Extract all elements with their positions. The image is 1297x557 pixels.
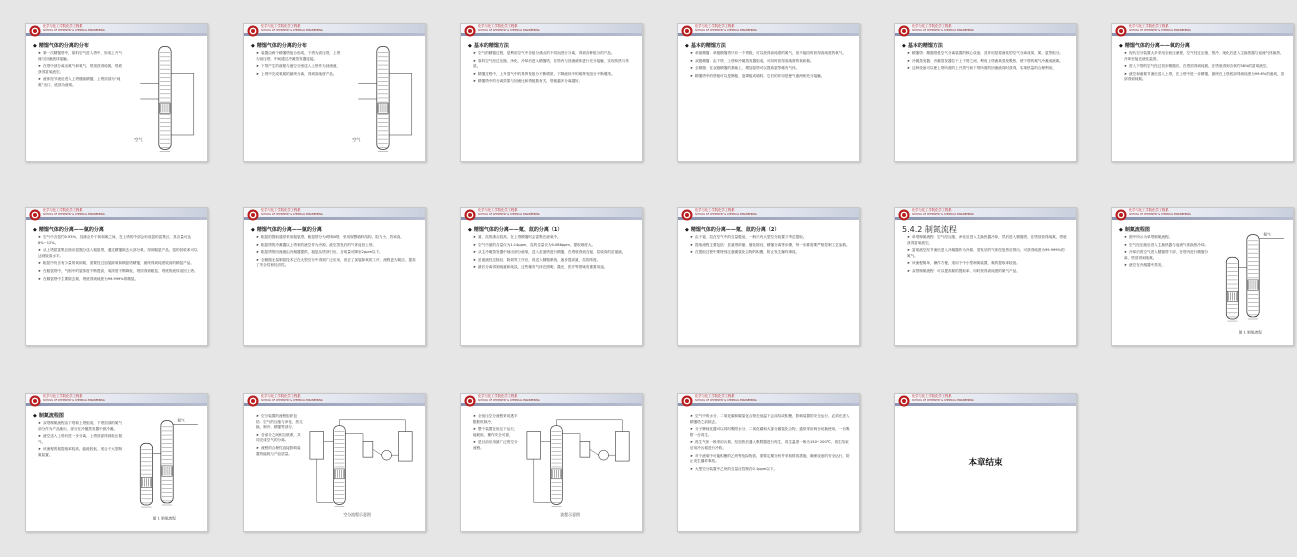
slide-thumbnail-2[interactable] (243, 23, 426, 162)
process-diagram (1216, 224, 1288, 342)
slide-header-band (895, 24, 1076, 41)
slide-body (473, 235, 634, 273)
bullet-arrow-icon: ➤ (256, 414, 260, 418)
bullet-paragraph: ➤ 冷却后的空气进入精馏塔下部，在塔内进行精馏分离，塔顶得到纯氮。 (1124, 250, 1209, 260)
slide-header-band (1112, 208, 1293, 225)
school-name: 化学与化工学院化学工程系 SCHOOL OF CHEMISTRY & CHEMICAL ENGINEERING (478, 394, 540, 402)
slide-thumbnail-9[interactable] (460, 207, 643, 346)
university-logo-icon (247, 25, 259, 37)
bullet-arrow-icon: ➤ (1124, 242, 1128, 247)
slide-thumbnail-6[interactable] (1111, 23, 1294, 162)
bullet-arrow-icon: ➤ (473, 51, 477, 55)
bullet-paragraph: ➤ 各部分之间相互联系，共同完成空气的分离。 (256, 432, 301, 443)
slide-body (1124, 51, 1285, 85)
bullet-diamond-icon: ◆ (1119, 43, 1123, 49)
slide-header-band (26, 394, 207, 411)
bullet-paragraph: ➤ 空气中的水分、二氧化碳和碳氢化合物在低温下会冻结或积聚，影响装置的安全运行，必须在进入精馏塔之前除去。 (690, 414, 850, 424)
bullet-arrow-icon: ➤ (690, 466, 694, 471)
school-name: 化学与化工学院化学工程系 SCHOOL OF CHEMISTRY & CHEMICAL ENGINEERING (695, 208, 757, 216)
slide-body (690, 235, 851, 258)
bullet-diamond-icon: ◆ (33, 413, 37, 419)
bullet-paragraph: ➤ 贫氪液经过除烃、除氧等工序后，再送入精馏系统，逐步提高氪、氙的浓度。 (473, 257, 601, 262)
bullet-diamond-icon: ◆ (251, 43, 255, 49)
slide-body (1124, 235, 1211, 271)
school-name: 化学与化工学院化学工程系 SCHOOL OF CHEMISTRY & CHEMICAL ENGINEERING (695, 24, 757, 32)
bullet-arrow-icon: ➤ (690, 242, 694, 247)
slide-thumbnail-7[interactable] (25, 207, 208, 346)
bullet-arrow-icon: ➤ (690, 427, 694, 432)
bullet-arrow-icon: ➤ (38, 77, 42, 82)
bullet-paragraph: ➤ 现代空分装置大多采用全低压流程，空气经过压缩、预冷、纯化后进入主换热器与返流气体换热，冷却至接近液化温度。 (1124, 51, 1284, 61)
bullet-paragraph: ➤ 精馏塔：精馏塔是空气分离装置的核心设备，其作用是将液化的空气分离成氧、氮、氩等组分。 (907, 51, 1063, 55)
bullet-arrow-icon: ➤ (907, 58, 911, 63)
slide-header-band (1112, 24, 1293, 41)
bullet-arrow-icon: ➤ (256, 51, 260, 55)
bullet-arrow-icon: ➤ (473, 265, 477, 270)
bullet-arrow-icon: ➤ (690, 453, 694, 458)
university-logo-icon (247, 395, 259, 407)
university-logo-icon (1115, 209, 1127, 221)
bullet-paragraph: ➤ 在塔中部分离出氮气和氧气，塔顶获得纯氮，塔底获得富氧液空。 (38, 64, 123, 74)
slide-thumbnail-5[interactable] (894, 23, 1077, 162)
university-logo-icon (898, 395, 910, 407)
slide-thumbnail-11[interactable] (894, 207, 1077, 346)
slide-thumbnail-14[interactable] (243, 393, 426, 532)
bullet-paragraph: ➤ 空气中含氩约0.93%，其沸点介于氧和氮之间，在上塔的中部会形成氩的富集区，其含量可达8%~12%。 (38, 235, 191, 245)
bullet-arrow-icon: ➤ (473, 242, 477, 247)
bullet-arrow-icon: ➤ (38, 261, 42, 266)
slide-thumbnail-3[interactable] (460, 23, 643, 162)
bullet-paragraph: ➤ 从上塔氩富集区抽出氩馏分送入粗氩塔，通过精馏除去大部分氧，得到粗氩产品，氩的回收率可以达到较高水平。 (38, 248, 198, 258)
bullet-arrow-icon: ➤ (473, 79, 477, 84)
slide-body (256, 414, 303, 459)
school-name: 化学与化工学院化学工程系 SCHOOL OF CHEMISTRY & CHEMICAL ENGINEERING (261, 394, 323, 402)
slide-header-band (895, 208, 1076, 225)
bullet-arrow-icon: ➤ (1124, 235, 1128, 239)
bullet-arrow-icon: ➤ (1124, 64, 1128, 69)
slide-header-band (461, 208, 642, 225)
slide-body (690, 414, 851, 474)
bullet-arrow-icon: ➤ (38, 64, 42, 69)
bullet-arrow-icon: ➤ (38, 447, 42, 452)
slide-title: ◆ 基本的精馏方法 (685, 43, 726, 49)
university-logo-icon (29, 209, 41, 221)
school-name: 化学与化工学院化学工程系 SCHOOL OF CHEMISTRY & CHEMICAL ENGINEERING (1129, 24, 1191, 32)
slide-title: ◆ 基本的精馏方法 (468, 43, 509, 49)
bullet-paragraph: ➤ 提取流程主要包括：贫氪塔浓缩、催化除烃、精馏分离等步骤，每一步都需要严格控制工艺参数。 (690, 242, 850, 247)
university-logo-icon (898, 209, 910, 221)
bullet-paragraph: ➤ 液空和液氮节流后送入上塔，在上塔中进一步精馏，最终在上塔底部得到纯度为99.6%的液氧，顶部得到纯氮。 (1124, 71, 1285, 82)
bullet-paragraph: ➤ 该流程简单，操作方便，适用于中小型制氮装置，氮的提取率较低。 (907, 261, 1020, 266)
bullet-arrow-icon: ➤ (473, 250, 477, 255)
university-logo-icon (247, 209, 259, 221)
slide-title: ◆ 精馏气体的分离——氪、氙的分离（2） (685, 227, 780, 233)
bullet-arrow-icon: ➤ (690, 73, 694, 78)
school-name: 化学与化工学院化学工程系 SCHOOL OF CHEMISTRY & CHEMICAL ENGINEERING (261, 208, 323, 216)
bullet-paragraph: ➤ 粗氩塔的冷凝器以上塔来的液空作为冷源，液空蒸发后的气体返回上塔。 (256, 242, 377, 247)
slide-header-band (678, 24, 859, 41)
bullet-paragraph: ➤ 精馏塔中的分离效果与回流比和塔板数有关，塔板越多分离越好。 (473, 79, 583, 84)
bullet-paragraph: ➤ 空气的精馏过程，是利用空气中各组分沸点的不同而进行分离，得到各种组分的产品。 (473, 51, 615, 55)
slide-header-band (244, 208, 425, 225)
slide-header-band (678, 208, 859, 225)
bullet-paragraph: ➤ 原料空气经过压缩、净化、冷却后进入精馏塔，在塔内与回流液体进行充分接触，实现传热与传质。 (473, 58, 629, 69)
bullet-arrow-icon: ➤ (690, 66, 694, 71)
bullet-arrow-icon: ➤ (1124, 263, 1128, 268)
bullet-paragraph: ➤ 空分装置的流程组织包括：空气的压缩与净化、热交换、制冷、精馏等部分， (256, 414, 303, 430)
bullet-paragraph: ➤ 粗氩塔的回流液由冷凝器提供，粗氩从塔顶引出，含氧量可降至2ppm以下。 (256, 250, 383, 255)
slide-thumbnail-1[interactable] (25, 23, 208, 162)
slide-title: ◆ 精馏气体的分离——氧的分离 (1119, 43, 1190, 49)
university-logo-icon (898, 25, 910, 37)
school-name: 化学与化工学院化学工程系 SCHOOL OF CHEMISTRY & CHEMICAL ENGINEERING (261, 24, 323, 32)
bullet-arrow-icon: ➤ (690, 440, 694, 445)
bullet-arrow-icon: ➤ (1124, 51, 1128, 55)
school-name: 化学与化工学院化学工程系 SCHOOL OF CHEMISTRY & CHEMICAL ENGINEERING (1129, 208, 1191, 216)
slide-header-band (244, 24, 425, 41)
slide-title: ◆ 制氮流程图 (1119, 227, 1150, 233)
slide-title: ◆ 精馏气体的分离——氪、氙的分离（1） (468, 227, 563, 233)
bullet-paragraph: ➤ 第一次精馏塔中，原料空气进入塔中，形成上升气流与回流液体接触。 (38, 51, 123, 61)
bullet-paragraph: ➤ 双塔制氮流程：可以提高氮的提取率，同时获得高纯度的氮气产品。 (907, 268, 1020, 273)
bullet-arrow-icon: ➤ (256, 257, 260, 262)
bullet-arrow-icon: ➤ (907, 248, 911, 253)
bullet-paragraph: ➤ 单级精馏：单级精馏塔只有一个塔段，可以获得高纯度的氮气，但不能同时获得高纯度的氧气。 (690, 51, 846, 55)
bullet-paragraph: ➤ 全精馏无氢制氩技术已在大型空分中得到广泛应用，省去了加氢除氧的工序，流程更为简洁，提高了安全性和经济性。 (256, 257, 416, 268)
slide-body (38, 235, 199, 284)
bullet-arrow-icon: ➤ (907, 268, 911, 273)
slide-thumbnail-8[interactable] (243, 207, 426, 346)
bullet-diamond-icon: ◆ (1119, 227, 1123, 233)
school-name: 化学与化工学院化学工程系 SCHOOL OF CHEMISTRY & CHEMICAL ENGINEERING (912, 394, 974, 402)
bullet-paragraph: ➤ 图中所示为单塔制氮流程。 (1124, 235, 1173, 239)
university-logo-icon (681, 209, 693, 221)
slide-body (38, 51, 125, 91)
bullet-paragraph: ➤ 粗氩中仍含有少量的氧和氮，需要经过加氢除氧和精氩塔精馏，最终得到纯度较高的精氩产品。 (38, 261, 194, 266)
bullet-arrow-icon: ➤ (256, 64, 260, 69)
bullet-diamond-icon: ◆ (685, 43, 689, 49)
flow-diagram (521, 404, 639, 528)
bullet-paragraph: ➤ 在提取过程中要特别注意碳氢化合物的积聚，防止发生爆炸事故。 (690, 250, 800, 255)
bullet-paragraph: ➤ 液体经节流后进入上塔继续精馏，上塔顶部为“纯氮”出口，底部为液氧。 (38, 77, 121, 87)
slide-body (690, 51, 851, 81)
university-logo-icon (464, 209, 476, 221)
fig-label-nitrogen: 氮气 (1263, 232, 1271, 237)
bullet-paragraph: ➤ 大型空分装置中乙炔的含量应控制在0.1ppm以下。 (690, 466, 778, 471)
school-name: 化学与化工学院化学工程系 SCHOOL OF CHEMISTRY & CHEMICAL ENGINEERING (43, 394, 105, 402)
slide-title: ◆ 制氮流程图 (33, 413, 64, 419)
bullet-arrow-icon: ➤ (38, 434, 42, 439)
fig-caption: 图 1 制氮流程 (1238, 330, 1262, 335)
bullet-paragraph: ➤ 氪、氙的沸点较高，在上塔精馏时会富集在液氧中。 (473, 235, 561, 239)
slide-header-band (895, 394, 1076, 411)
process-diagram (348, 40, 420, 158)
bullet-paragraph: ➤ 装置由两个精馏塔组合形成，下塔为高压塔，上塔为低压塔，中间通过冷凝蒸发器连接。 (256, 51, 341, 61)
bullet-arrow-icon: ➤ (1124, 250, 1128, 255)
bullet-paragraph: ➤ 上塔中完成氧氮的最终分离，得到高纯度产品。 (256, 71, 337, 76)
university-logo-icon (29, 395, 41, 407)
slide-title: ◆ 精馏气体的分离的分布 (33, 43, 89, 49)
bullet-arrow-icon: ➤ (473, 427, 477, 432)
bullet-paragraph: ➤ 空气中氪的含量仅为1.14ppm，氙的含量仅为0.086ppm，提取难度大。 (473, 242, 596, 247)
slide-header-band (678, 394, 859, 411)
fig-label-air: 空气 (134, 137, 143, 143)
bullet-paragraph: ➤ 精馏过程中，上升蒸气中的易挥发组分不断增浓，下降液体中的难挥发组分不断增浓。 (473, 71, 615, 76)
bullet-paragraph: ➤ 由于氪、氙在空气中的含量极低，一般只有大型空分装置才考虑提取。 (690, 235, 807, 239)
bullet-paragraph: ➤ 冷凝蒸发器：冷凝蒸发器位于上下塔之间，利用上塔液氧蒸发吸热，使下塔的氮气冷凝成液氮。 (907, 58, 1063, 63)
bullet-arrow-icon: ➤ (473, 235, 477, 239)
slide-title: ◆ 精馏气体的分离——氩的分离 (33, 227, 104, 233)
bullet-diamond-icon: ◆ (468, 227, 472, 233)
bullet-paragraph: ➤ 全精馏：在双级精馏的基础上，增加氩塔可以提取氩等稀有气体。 (690, 66, 800, 71)
bullet-paragraph: ➤ 精馏塔中的塔板可以是筛板、泡罩板或填料，它们的作用是使气液两相充分接触。 (690, 73, 825, 78)
bullet-arrow-icon: ➤ (38, 268, 42, 273)
school-name: 化学与化工学院化学工程系 SCHOOL OF CHEMISTRY & CHEMICAL ENGINEERING (912, 24, 974, 32)
bullet-paragraph: ➤ 下塔产生的液氮与液空分别送入上塔作为回流液， (256, 64, 341, 69)
bullet-arrow-icon: ➤ (473, 440, 477, 445)
bullet-paragraph: ➤ 这种设备可以使上塔所需的上升蒸气和下塔所需的回流液同时获得，实现热量的合理利用。 (907, 66, 1056, 71)
bullet-diamond-icon: ◆ (33, 43, 37, 49)
bullet-paragraph: ➤ 整个装置在低压下运行，能耗低，操作安全可靠， (473, 427, 518, 437)
school-name: 化学与化工学院化学工程系 SCHOOL OF CHEMISTRY & CHEMICAL ENGINEERING (43, 208, 105, 216)
bullet-paragraph: ➤ 再生气体一般采用污氮，经加热后通入吸附器进行再生，再生温度一般为150~200℃，再生结束后用冷污氮进行冷吹。 (690, 440, 849, 450)
bullet-diamond-icon: ◆ (468, 43, 472, 49)
bullet-arrow-icon: ➤ (690, 51, 694, 55)
process-diagram (130, 410, 202, 528)
bullet-arrow-icon: ➤ (690, 250, 694, 255)
slide-body (907, 235, 1068, 277)
slide-thumbnail-10[interactable] (677, 207, 860, 346)
bullet-paragraph: ➤ 液空在冷凝器中蒸发。 (1124, 263, 1165, 268)
bullet-arrow-icon: ➤ (1124, 71, 1128, 76)
fig-caption: 图 1 制氮流程 (152, 516, 176, 521)
end-title: 本章结束 (968, 458, 1003, 468)
bullet-paragraph: ➤ 单塔制氮流程：空气经压缩、净化后进入主换热器冷却，然后进入精馏塔，在塔顶获得纯氮，塔底获得富氧液空。 (907, 235, 1067, 245)
bullet-paragraph: ➤ 进入下塔的空气经过初步精馏后，在塔顶得到纯氮，在塔底得到含氧约38%的富氧液空。 (1124, 64, 1270, 69)
university-logo-icon (681, 395, 693, 407)
bullet-paragraph: ➤ 富氧液空经节流后进入冷凝器作为冷源，蒸发后的气体经复热后排出，可获得纯度为99.999%的氮气。 (907, 248, 1065, 258)
bullet-paragraph: ➤ 空气经压缩后进入主换热器与返流气体换热冷却。 (1124, 242, 1209, 247)
slide-thumbnail-13[interactable] (25, 393, 208, 532)
bullet-arrow-icon: ➤ (38, 235, 42, 239)
bullet-arrow-icon: ➤ (690, 414, 694, 418)
bullet-arrow-icon: ➤ (907, 66, 911, 71)
university-logo-icon (464, 395, 476, 407)
slide-thumbnail-15[interactable] (460, 393, 643, 532)
bullet-paragraph: ➤ 分子筛纯化器可以同时吸附水分、二氧化碳和大部分碳氢化合物，通常采用两台切换使用，一台吸附一台再生。 (690, 427, 850, 437)
slide-header-band (26, 208, 207, 225)
bullet-paragraph: ➤ 在粗氩塔中，气相中的氩浓度不断提高，氧浓度不断降低，塔顶得到粗氩，塔底的液体返回上塔。 (38, 268, 198, 273)
bullet-arrow-icon: ➤ (256, 235, 260, 239)
process-diagram (130, 40, 202, 158)
university-logo-icon (681, 25, 693, 37)
bullet-arrow-icon: ➤ (256, 242, 260, 247)
bullet-arrow-icon: ➤ (38, 248, 42, 253)
slide-header-band (461, 24, 642, 41)
bullet-arrow-icon: ➤ (256, 432, 260, 437)
slide-header-band (26, 24, 207, 41)
slide-title: 5.4.2 制氮流程 (902, 225, 957, 234)
university-logo-icon (464, 25, 476, 37)
slide-body (473, 51, 634, 87)
bullet-arrow-icon: ➤ (38, 276, 42, 281)
bullet-arrow-icon: ➤ (38, 421, 42, 425)
bullet-diamond-icon: ◆ (902, 43, 906, 49)
bullet-paragraph: ➤ 是目前应用最广泛的空分流程。 (473, 440, 518, 450)
bullet-arrow-icon: ➤ (907, 51, 911, 55)
slide-thumbnail-17[interactable] (894, 393, 1077, 532)
slide-body (38, 421, 125, 461)
bullet-paragraph: ➤ 最后分离得到纯氪和纯氙，这些稀有气体在照明、激光、医疗等领域有重要用途。 (473, 265, 608, 270)
school-name: 化学与化工学院化学工程系 SCHOOL OF CHEMISTRY & CHEMICAL ENGINEERING (478, 24, 540, 32)
bullet-arrow-icon: ➤ (473, 71, 477, 76)
bullet-arrow-icon: ➤ (690, 235, 694, 239)
bullet-diamond-icon: ◆ (251, 227, 255, 233)
school-name: 化学与化工学院化学工程系 SCHOOL OF CHEMISTRY & CHEMICAL ENGINEERING (695, 394, 757, 402)
bullet-paragraph: ➤ 对于液氧中可能积聚的乙炔等危险物质，需要定期分析并采取排放措施，确保设备的安全运行，防止发生爆炸事故。 (690, 453, 850, 464)
slide-body (256, 235, 417, 271)
slide-thumbnail-12[interactable] (1111, 207, 1294, 346)
bullet-paragraph: ➤ 该流程的氮提取率较高，能耗较低，适合于大型制氮装置。 (38, 447, 123, 457)
bullet-arrow-icon: ➤ (473, 414, 477, 418)
bullet-arrow-icon: ➤ (907, 261, 911, 266)
slide-body (256, 51, 343, 79)
bullet-diamond-icon: ◆ (685, 227, 689, 233)
bullet-arrow-icon: ➤ (473, 58, 477, 63)
bullet-diamond-icon: ◆ (33, 227, 37, 233)
school-name: 化学与化工学院化学工程系 SCHOOL OF CHEMISTRY & CHEMICAL ENGINEERING (912, 208, 974, 216)
fig-label-nitrogen: 氮气 (177, 418, 185, 423)
slide-title: ◆ 精馏气体的分离——氩的分离 (251, 227, 322, 233)
bullet-arrow-icon: ➤ (38, 51, 42, 55)
slide-thumbnail-16[interactable] (677, 393, 860, 532)
slide-body (473, 414, 520, 454)
fig-caption: 流程示意图 (560, 512, 580, 518)
bullet-paragraph: ➤ 粗氩的提取通常采用粗氩塔，粗氩塔分为Ⅰ塔和Ⅱ塔，采用规整填料结构，阻力小，效率高。 (256, 235, 404, 239)
fig-caption: 空分流程示意图 (343, 512, 371, 518)
bullet-arrow-icon: ➤ (473, 257, 477, 262)
bullet-paragraph: ➤ 液空送入上塔后进一步分离，上塔顶部得到低压氮气。 (38, 434, 123, 444)
slide-thumbnail-4[interactable] (677, 23, 860, 162)
bullet-arrow-icon: ➤ (256, 445, 260, 450)
bullet-paragraph: ➤ 双级精馏：由下塔、上塔和冷凝蒸发器组成，可同时获得高纯度的氧和氮。 (690, 58, 814, 63)
bullet-arrow-icon: ➤ (256, 250, 260, 255)
bullet-paragraph: ➤ 从主冷凝蒸发器中抽出部分液氧，送入贫氪塔进行精馏，在塔底得到含氪、氙较高的贫氪液。 (473, 250, 626, 255)
fig-label-air: 空气 (352, 137, 361, 143)
bullet-paragraph: ➤ 在精氩塔中主要除去氮，塔底得到纯度为99.999%的精氩。 (38, 276, 139, 281)
bullet-arrow-icon: ➤ (690, 58, 694, 63)
bullet-paragraph: ➤ 全低压空分流程采用透平膨胀机制冷， (473, 414, 518, 424)
bullet-arrow-icon: ➤ (256, 71, 260, 76)
bullet-paragraph: ➤ 流程的合理性直接影响装置的能耗与产品质量。 (256, 445, 301, 456)
university-logo-icon (29, 25, 41, 37)
university-logo-icon (1115, 25, 1127, 37)
bullet-paragraph: ➤ 双塔制氮流程由下塔和上塔组成，下塔顶部的氮气部分作为产品抽出，部分在冷凝蒸发器中被冷凝。 (38, 421, 123, 431)
slide-body (907, 51, 1068, 74)
school-name: 化学与化工学院化学工程系 SCHOOL OF CHEMISTRY & CHEMICAL ENGINEERING (43, 24, 105, 32)
slide-title: ◆ 精馏气体的分离的分布 (251, 43, 307, 49)
school-name: 化学与化工学院化学工程系 SCHOOL OF CHEMISTRY & CHEMICAL ENGINEERING (478, 208, 540, 216)
slide-title: ◆ 基本的精馏方法 (902, 43, 943, 49)
bullet-arrow-icon: ➤ (907, 235, 911, 239)
flow-diagram (304, 404, 422, 528)
